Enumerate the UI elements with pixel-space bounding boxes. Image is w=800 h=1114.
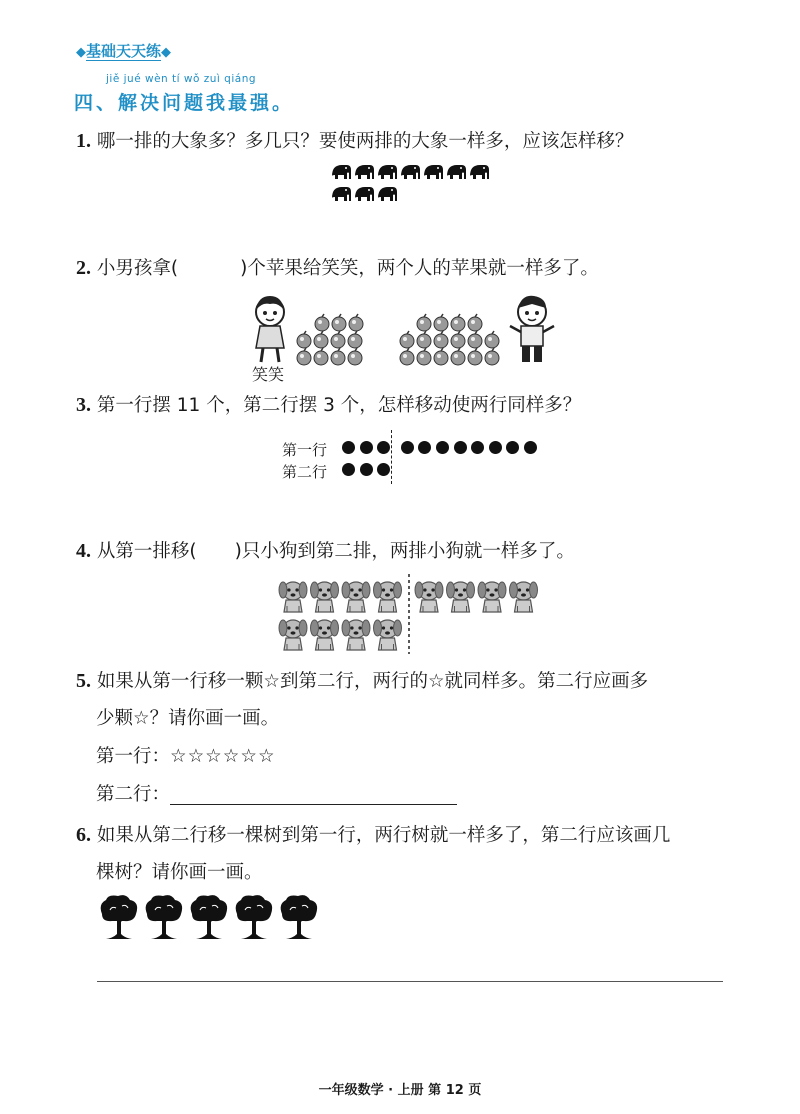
question-text-before: 小男孩拿(	[96, 258, 179, 279]
question-text-after: )只小狗到第二排，两排小狗就一样多了。	[234, 541, 575, 562]
dog-icon	[342, 582, 370, 612]
apple-icon	[315, 314, 329, 331]
apple-icon	[417, 314, 431, 331]
dog-icon	[279, 582, 307, 612]
elephant-icon	[424, 165, 443, 179]
dog-icon	[342, 620, 370, 650]
elephant-icon	[355, 165, 374, 179]
dog-icon	[478, 582, 506, 612]
star-row-2	[96, 782, 170, 808]
apple-icon	[332, 314, 346, 331]
dog-icon	[374, 620, 402, 650]
dog-icon	[374, 582, 402, 612]
tree-row	[96, 892, 336, 944]
dog-icon	[311, 582, 339, 612]
elephant-icon	[378, 165, 397, 179]
pinyin-annotation: jiě jué wèn tí wǒ zuì qiáng	[106, 73, 257, 85]
dot-mark	[377, 463, 390, 476]
apple-icon	[417, 331, 431, 348]
star-icons: ☆☆☆☆☆☆	[170, 746, 276, 767]
question-number: 5.	[76, 670, 91, 692]
question-number: 3.	[76, 394, 91, 416]
elephant-icon	[332, 187, 351, 201]
tree-icon	[101, 895, 137, 939]
apple-icon	[434, 331, 448, 348]
question-number: 2.	[76, 257, 91, 279]
dot-mark	[342, 441, 355, 454]
elephant-row-2	[332, 187, 397, 201]
row-label-2: 第二行：	[96, 784, 171, 805]
elephant-icon	[332, 165, 351, 179]
star-row-1	[96, 744, 276, 770]
dog-icon	[279, 620, 307, 650]
question-text-line2: 少颗☆？请你画一画。	[96, 708, 280, 729]
diamond-icon: ◆	[76, 45, 86, 60]
elephant-row-1	[332, 165, 489, 179]
elephant-rows	[326, 160, 496, 208]
dot-mark	[524, 441, 537, 454]
question-text: 哪一排的大象多？多几只？要使两排的大象一样多，应该怎样移？	[96, 131, 634, 152]
dot-mark	[377, 441, 390, 454]
elephant-icon	[378, 187, 397, 201]
elephant-icon	[355, 187, 374, 201]
dog-icon	[447, 582, 475, 612]
apple-icon	[314, 348, 328, 365]
diamond-icon: ◆	[161, 45, 172, 60]
apple-icon	[451, 348, 465, 365]
question-number: 6.	[76, 824, 91, 846]
question-5	[76, 668, 648, 695]
dog-icon	[311, 620, 339, 650]
apple-groups	[297, 314, 499, 365]
tree-icon	[191, 895, 227, 939]
girl-label: 笑笑	[252, 365, 285, 384]
apple-icon	[297, 331, 311, 348]
question-number: 4.	[76, 540, 91, 562]
apple-illustration	[248, 290, 558, 380]
apple-icon	[417, 348, 431, 365]
apple-icon	[468, 314, 482, 331]
elephant-icon	[447, 165, 466, 179]
dot-mark	[471, 441, 484, 454]
bottom-divider	[97, 981, 723, 982]
apple-icon	[485, 348, 499, 365]
tree-icon	[281, 895, 317, 939]
tree-icon	[236, 895, 272, 939]
apple-icon	[331, 348, 345, 365]
dot-mark	[401, 441, 414, 454]
apple-icon	[297, 348, 311, 365]
apple-icon	[451, 331, 465, 348]
apple-icon	[349, 314, 363, 331]
drawing-line[interactable]	[170, 804, 457, 805]
dog-rows	[276, 574, 546, 656]
question-6	[76, 822, 670, 849]
dog-icon	[415, 582, 443, 612]
apple-icon	[468, 331, 482, 348]
apple-icon	[400, 348, 414, 365]
question-1	[76, 128, 633, 155]
page-footer: 一年级数学 · 上册 第 12 页	[318, 1083, 482, 1098]
question-text-line2: 棵树？请你画一画。	[96, 862, 263, 883]
row-label-1: 第一行：	[96, 746, 171, 767]
apple-icon	[314, 331, 328, 348]
section-tag-text: 基础天天练	[86, 42, 162, 60]
apple-icon	[485, 331, 499, 348]
section-title: 四、解决问题我最强。	[74, 92, 295, 114]
dot-mark	[506, 441, 519, 454]
dot-mark	[418, 441, 431, 454]
dashed-divider	[391, 430, 392, 484]
elephant-icon	[401, 165, 420, 179]
apple-icon	[331, 331, 345, 348]
question-text-before: 从第一排移(	[96, 541, 197, 562]
dot-mark	[342, 463, 355, 476]
question-3	[76, 392, 581, 419]
question-text-after: )个苹果给笑笑，两个人的苹果就一样多了。	[240, 258, 599, 279]
dot-mark	[454, 441, 467, 454]
section-tag	[76, 40, 171, 61]
apple-icon	[400, 331, 414, 348]
apple-icon	[348, 331, 362, 348]
question-number: 1.	[76, 130, 91, 152]
question-text: 第一行摆 11 个，第二行摆 3 个，怎样移动使两行同样多？	[96, 395, 582, 416]
boy-figure	[510, 296, 554, 362]
girl-figure	[256, 296, 284, 362]
apple-icon	[434, 348, 448, 365]
row-label-1: 第一行	[282, 441, 328, 459]
question-4	[76, 538, 575, 565]
question-2	[76, 255, 599, 282]
apple-icon	[348, 348, 362, 365]
dot-mark	[360, 441, 373, 454]
apple-icon	[468, 348, 482, 365]
dot-mark	[360, 463, 373, 476]
apple-icon	[451, 314, 465, 331]
apple-icon	[434, 314, 448, 331]
dot-rows	[340, 436, 560, 486]
dot-mark	[489, 441, 502, 454]
elephant-icon	[470, 165, 489, 179]
dog-icon	[510, 582, 538, 612]
question-text-line1: 如果从第二行移一棵树到第一行，两行树就一样多了，第二行应该画几	[96, 825, 671, 846]
dot-mark	[436, 441, 449, 454]
row-label-2: 第二行	[282, 463, 328, 481]
tree-icon	[146, 895, 182, 939]
question-text-line1: 如果从第一行移一颗☆到第二行，两行的☆就同样多。第二行应画多	[96, 671, 649, 692]
